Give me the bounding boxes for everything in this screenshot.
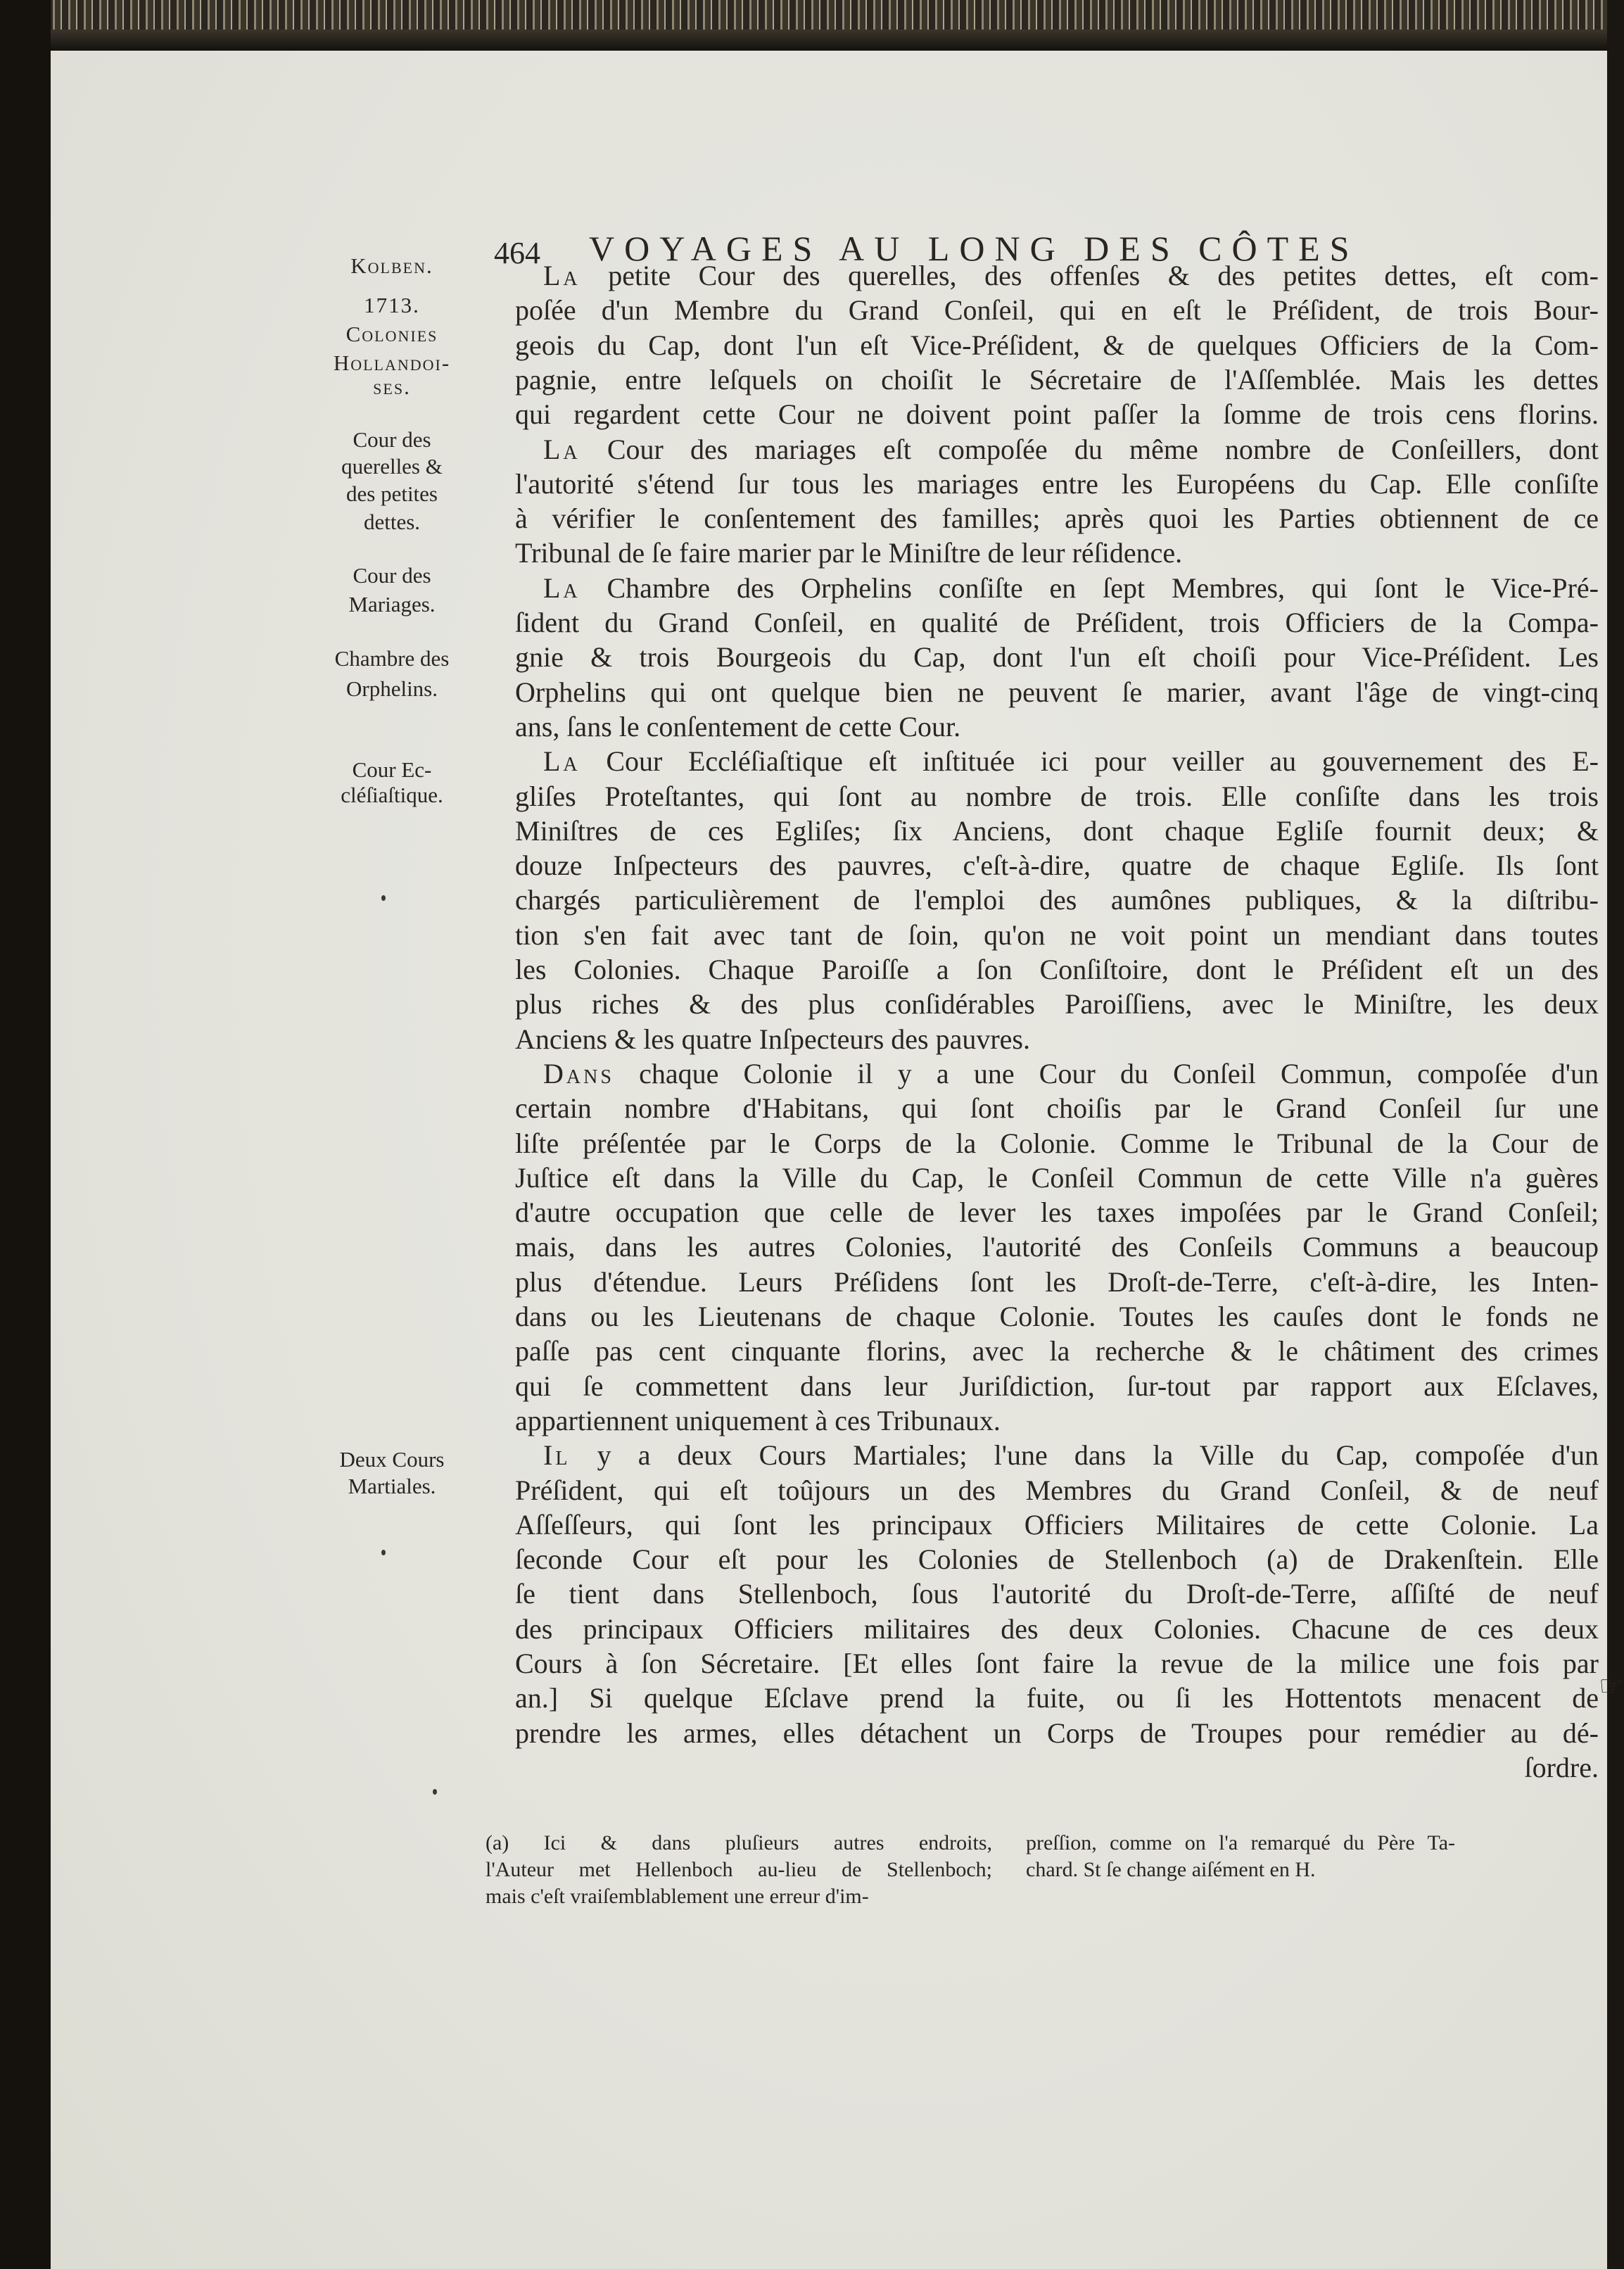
line-text: à vérifier le conſentement des familles; après quoi les Parties obtiennent de ce — [515, 503, 1599, 535]
book-left-edge — [0, 0, 51, 2269]
text-line — [515, 710, 1599, 744]
line-text: Cour Eccléſiaſtique eſt inſtituée ici pour veiller au gouvernement des E- — [580, 745, 1599, 778]
line-text: Tribunal de ſe faire marier par le Miniſtre de leur réſidence. — [515, 537, 1183, 569]
footnote-line: mais c'eſt vraiſemblablement une erreur d'im- — [486, 1885, 869, 1908]
line-text: appartiennent uniquement à ces Tribunaux. — [515, 1404, 1001, 1436]
line-text: Cours à ſon Sécretaire. [Et elles ſont faire la revue de la milice une fois par — [515, 1648, 1599, 1679]
line-text: prendre les armes, elles détachent un Corps de Troupes pour remédier au dé- — [515, 1717, 1599, 1749]
line-text: geois du Cap, dont l'un eſt Vice-Préſident, & de quelques Officiers de la Com- — [515, 329, 1599, 361]
line-text: ans, ſans le conſentement de cette Cour. — [515, 710, 961, 742]
line-text: qui ſe commettent dans leur Juriſdiction, ſur-tout par rapport aux Eſclaves, — [515, 1370, 1599, 1402]
line-text: d'autre occupation que celle de lever les taxes impoſées par le Grand Conſeil; — [515, 1196, 1599, 1229]
line-text: gnie & trois Bourgeois du Cap, dont l'un eſt choiſi pour Vice-Préſident. Les — [515, 641, 1599, 674]
line-text: Juſtice eſt dans la Ville du Cap, le Conſeil Commun de cette Ville n'a guères — [515, 1161, 1599, 1194]
text-line — [515, 1404, 1599, 1438]
text-line — [515, 953, 1599, 987]
line-text: Orphelins qui ont quelque bien ne peuvent ſe marier, avant l'âge de vingt-cinq — [515, 676, 1599, 708]
line-text: les Colonies. Chaque Paroiſſe a ſon Conſiſtoire, dont le Préſident eſt un des — [515, 954, 1599, 985]
line-text: plus d'étendue. Leurs Préſidens ſont les Droſt-de-Terre, c'eſt-à-dire, les Inten- — [515, 1265, 1599, 1298]
text-line — [515, 1474, 1599, 1508]
margin-note-line: Kolben. — [350, 253, 433, 278]
text-line — [515, 918, 1599, 952]
line-text: douze Inſpecteurs des pauvres, c'eſt-à-dire, quatre de chaque Egliſe. Ils ſont — [515, 849, 1599, 882]
line-text: chargés particulièrement de l'emploi des aumônes publiques, & la diſtribu- — [515, 884, 1599, 916]
text-line — [543, 1439, 1599, 1472]
line-text: petite Cour des querelles, des offenſes & des petites dettes, eſt com- — [580, 260, 1599, 291]
text-line — [515, 987, 1599, 1021]
text-line — [515, 1161, 1599, 1195]
text-line — [543, 259, 1599, 293]
margin-note-line: 1713. — [364, 293, 420, 317]
text-line — [515, 1265, 1599, 1299]
text-line — [515, 1508, 1599, 1542]
text-line — [515, 780, 1599, 814]
line-text: y a deux Cours Martiales; l'une dans la Ville du Cap, compoſée d'un — [570, 1439, 1599, 1472]
margin-note-line: Colonies — [345, 322, 438, 346]
line-text: Cour des mariages eſt compoſée du même nombre de Conſeillers, dont — [580, 433, 1599, 465]
margin-note-line: des petites — [346, 481, 438, 506]
text-line — [515, 1334, 1599, 1368]
margin-note-line: Martiales. — [348, 1474, 436, 1498]
margin-note-line: Cour Ec- — [352, 757, 432, 782]
text-line — [515, 640, 1599, 674]
text-line — [515, 606, 1599, 640]
pointing-hand-mark: ☞ — [1599, 1670, 1624, 1702]
line-text: Anciens & les quatre Inſpecteurs des pauvres. — [515, 1023, 1030, 1055]
text-line — [515, 1023, 1599, 1056]
line-text: ſe tient dans Stellenboch, ſous l'autorité du Droſt-de-Terre, aſſiſté de neuf — [515, 1578, 1599, 1610]
margin-note-line: Cour des — [353, 427, 431, 452]
text-line — [515, 1681, 1599, 1715]
line-text: des principaux Officiers militaires des deux Colonies. Chacune de ces deux — [515, 1612, 1599, 1645]
paragraph-lead-word: La — [543, 571, 581, 604]
text-line — [515, 814, 1599, 848]
ink-speck — [381, 895, 386, 901]
margin-note-line: Chambre des — [334, 646, 450, 671]
line-text: Miniſtres de ces Egliſes; ſix Anciens, dont chaque Egliſe fournit deux; & — [515, 814, 1599, 847]
text-line — [515, 1577, 1599, 1611]
text-line — [543, 745, 1599, 778]
margin-note-line: ses. — [373, 374, 411, 399]
text-line — [515, 676, 1599, 709]
text-line — [543, 571, 1599, 605]
text-line — [515, 1230, 1599, 1264]
line-text: chaque Colonie il y a une Cour du Conſeil Commun, compoſée d'un — [614, 1057, 1599, 1089]
line-text: certain nombre d'Habitans, qui ſont choiſis par le Grand Conſeil ſur une — [515, 1092, 1599, 1125]
footnote-line: chard. St ſe change aiſément en H. — [1026, 1858, 1316, 1881]
text-line — [515, 398, 1599, 431]
margin-note-line: Orphelins. — [345, 676, 438, 701]
margin-note-line: Mariages. — [348, 592, 436, 617]
text-line — [515, 1300, 1599, 1334]
text-line — [515, 883, 1599, 917]
line-text: mais, dans les autres Colonies, l'autorité des Conſeils Communs a beaucoup — [515, 1231, 1599, 1263]
line-text: Aſſeſſeurs, qui ſont les principaux Officiers Militaires de cette Colonie. La — [515, 1508, 1599, 1541]
text-line — [515, 536, 1599, 570]
running-title: VOYAGES AU LONG DES CÔTES — [589, 229, 1359, 268]
line-text: ſeconde Cour eſt pour les Colonies de Stellenboch (a) de Drakenſtein. Elle — [515, 1543, 1599, 1576]
line-text: poſée d'un Membre du Grand Conſeil, qui en eſt le Préſident, de trois Bour- — [515, 294, 1599, 327]
line-text: l'autorité s'étend ſur tous les mariages entre les Européens du Cap. Elle conſiſte — [515, 467, 1599, 500]
text-line — [515, 1543, 1599, 1576]
line-text: gliſes Proteſtantes, qui ſont au nombre de trois. Elle conſiſte dans les trois — [515, 780, 1599, 812]
ink-speck — [381, 1550, 386, 1555]
paragraph-lead-word: La — [543, 260, 581, 291]
footnote-line: l'Auteur met Hellenboch au-lieu de Stellenboch; — [486, 1858, 992, 1881]
line-text: ſordre. — [1524, 1751, 1599, 1783]
margin-note-line: querelles & — [341, 454, 443, 479]
text-line — [515, 1647, 1599, 1681]
line-text: an.] Si quelque Eſclave prend la fuite, ou ſi les Hottentots menacent de — [515, 1682, 1599, 1714]
footnote-line: preſſion, comme on l'a remarqué du Père Ta- — [1026, 1831, 1455, 1854]
ink-speck — [433, 1789, 437, 1795]
line-text: Chambre des Orphelins conſiſte en ſept Membres, qui ſont le Vice-Pré- — [580, 571, 1599, 604]
line-text: dans ou les Lieutenans de chaque Colonie. Toutes les cauſes dont le fonds ne — [515, 1301, 1599, 1332]
text-line — [515, 502, 1599, 536]
paragraph-lead-word: La — [543, 433, 581, 465]
text-line — [515, 1612, 1599, 1646]
line-text: ſident du Grand Conſeil, en qualité de Préſident, trois Officiers de la Compa- — [515, 607, 1599, 638]
text-line — [515, 363, 1599, 397]
book-top-edge — [0, 0, 1607, 51]
line-text: tion s'en fait avec tant de ſoin, qu'on ne voit point un mendiant dans toutes — [515, 918, 1599, 951]
text-line — [515, 293, 1599, 327]
book-page — [51, 51, 1624, 2269]
text-line — [515, 1092, 1599, 1125]
line-text: paſſe pas cent cinquante florins, avec la recherche & le châtiment des crimes — [515, 1335, 1599, 1367]
line-text: plus riches & des plus conſidérables Paroiſſiens, avec le Miniſtre, les deux — [515, 988, 1599, 1020]
text-line — [543, 433, 1599, 467]
line-text: liſte préſentée par le Corps de la Colonie. Comme le Tribunal de la Cour de — [515, 1127, 1599, 1159]
text-line — [515, 1751, 1599, 1785]
text-line — [515, 1717, 1599, 1750]
line-text: qui regardent cette Cour ne doivent point paſſer la ſomme de trois cens florins. — [515, 398, 1599, 431]
margin-note-line: dettes. — [363, 510, 421, 534]
footnote-line: (a) Ici & dans pluſieurs autres endroits, — [486, 1831, 992, 1854]
paragraph-lead-word: Dans — [543, 1057, 614, 1089]
paragraph-lead-word: Il — [543, 1439, 571, 1472]
text-line — [515, 329, 1599, 362]
margin-note-line: Deux Cours — [339, 1447, 445, 1472]
text-line — [515, 1196, 1599, 1230]
margin-note-line: Hollandoi- — [333, 350, 451, 375]
paragraph-lead-word: La — [543, 745, 581, 778]
text-line — [543, 1057, 1599, 1091]
text-line — [515, 849, 1599, 883]
line-text: pagnie, entre leſquels on choiſit le Sécretaire de l'Aſſemblée. Mais les dettes — [515, 363, 1599, 396]
margin-note-line: Cour des — [353, 563, 431, 588]
line-text: Préſident, qui eſt toûjours un des Membres du Grand Conſeil, & de neuf — [515, 1474, 1599, 1506]
text-line — [515, 1127, 1599, 1161]
text-line — [515, 1370, 1599, 1403]
text-line — [515, 467, 1599, 501]
page-number: 464 — [494, 236, 540, 270]
margin-note-line: cléſiaſtique. — [341, 783, 443, 807]
